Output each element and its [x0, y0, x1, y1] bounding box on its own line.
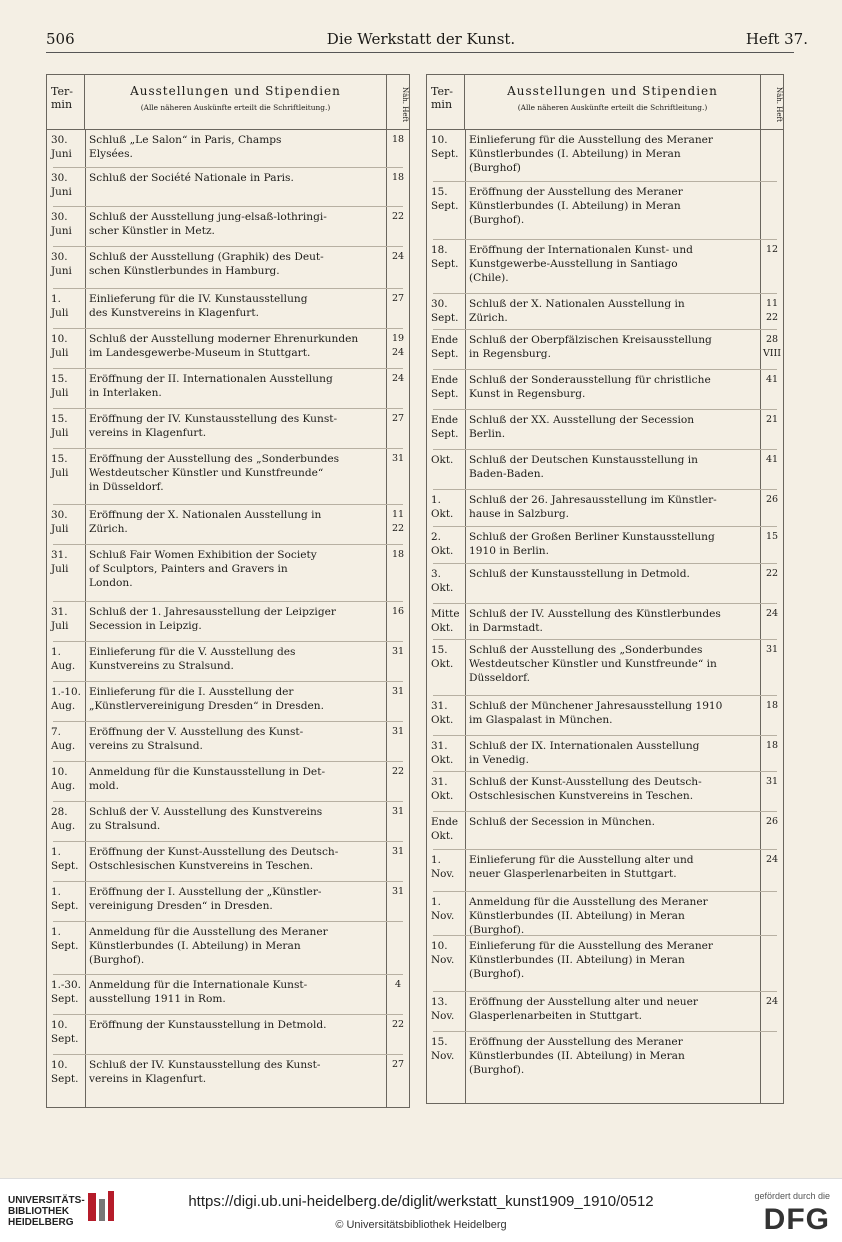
table-row	[427, 607, 783, 635]
entry-reference: 31	[391, 686, 405, 697]
entry-date: Ende Sept.	[431, 334, 459, 360]
entry-reference: 22	[765, 568, 779, 579]
table-row	[47, 372, 409, 400]
entry-date: Mitte Okt.	[431, 608, 460, 634]
entry-date: 10. Juli	[51, 333, 69, 359]
entry-date: 1. Aug.	[51, 646, 76, 672]
entry-date: 13. Nov.	[431, 996, 455, 1022]
row-separator	[53, 288, 403, 289]
running-title: Die Werkstatt der Kunst.	[326, 30, 516, 48]
entry-reference: 19 24	[391, 333, 405, 358]
entry-date: 31. Juli	[51, 606, 69, 632]
table-row	[427, 530, 783, 558]
left-column-table	[46, 74, 410, 1108]
table-row	[47, 1058, 409, 1086]
entry-text: Anmeldung für die Internationale Kunst- ausstellung 1911 in Rom.	[89, 979, 308, 1005]
entry-text: Schluß der Société Nationale in Paris.	[89, 172, 294, 184]
entry-date: Ende Okt.	[431, 816, 459, 842]
entry-date: 15. Okt.	[431, 644, 454, 670]
entry-text: Eröffnung der Ausstellung des „Sonderbundes Westdeutscher Künstler und Kunstfreunde“ in Düsseldorf.	[89, 453, 340, 493]
entry-text: Eröffnung der V. Ausstellung des Kunst- vereins zu Stralsund.	[89, 726, 304, 752]
table-row	[47, 210, 409, 238]
entry-text: Schluß der 26. Jahresausstellung im Künstler- hause in Salzburg.	[469, 494, 717, 520]
entry-date: 1. Nov.	[431, 854, 455, 880]
reference-column-header: Näh. Heft	[775, 86, 783, 122]
row-separator	[53, 721, 403, 722]
entry-reference: 22	[391, 1019, 405, 1030]
row-separator	[53, 544, 403, 545]
entry-reference	[387, 925, 409, 967]
entry-date: 10. Sept.	[51, 1059, 79, 1085]
entry-date: 15. Juli	[51, 413, 69, 439]
copyright-text: © Universitätsbibliothek Heidelberg	[335, 1219, 507, 1231]
table-row	[47, 725, 409, 753]
entry-text: Schluß der Ausstellung (Graphik) des Deut- schen Künstlerbundes in Hamburg.	[89, 251, 324, 277]
entry-text: Schluß „Le Salon“ in Paris, Champs Elysées.	[89, 134, 282, 160]
header-rule	[46, 52, 794, 53]
entry-reference: 41	[765, 454, 779, 465]
entry-text: Anmeldung für die Ausstellung des Meraner Künstlerbundes (II. Abteilung) in Meran (Burghof).	[469, 896, 708, 936]
row-separator	[53, 681, 403, 682]
row-separator	[53, 841, 403, 842]
entry-reference: 16	[391, 606, 405, 617]
entry-date: Ende Sept.	[431, 374, 459, 400]
table-row	[47, 292, 409, 320]
row-separator	[53, 206, 403, 207]
row-separator	[53, 1054, 403, 1055]
entry-text: Eröffnung der II. Internationalen Ausstellung in Interlaken.	[89, 373, 333, 399]
entry-text: Schluß der Ausstellung moderner Ehrenurkunden im Landesgewerbe-Museum in Stuttgart.	[89, 333, 359, 359]
entry-reference: 22	[391, 211, 405, 222]
table-subtitle: (Alle näheren Auskünfte erteilt die Schriftleitung.)	[140, 103, 331, 112]
row-separator	[53, 601, 403, 602]
entry-reference: 22	[391, 766, 405, 777]
entry-date: 1.-30. Sept.	[51, 979, 81, 1005]
entry-reference: 12	[765, 244, 779, 255]
entry-text: Eröffnung der Ausstellung alter und neuer Glasperlenarbeiten in Stuttgart.	[469, 996, 698, 1022]
row-separator	[53, 921, 403, 922]
library-logo-text: UNIVERSITÄTS- BIBLIOTHEK HEIDELBERG	[8, 1195, 85, 1228]
row-separator	[53, 246, 403, 247]
entry-date: 30. Juni	[51, 251, 72, 277]
entry-text: Schluß der Großen Berliner Kunstausstellung 1910 in Berlin.	[469, 531, 715, 557]
entry-reference: 26	[765, 816, 779, 827]
table-row	[427, 939, 783, 981]
entry-reference: 21	[765, 414, 779, 425]
date-column-header: Ter- min	[427, 75, 465, 129]
table-row	[47, 805, 409, 833]
row-separator	[433, 489, 777, 490]
entry-reference: 18	[765, 700, 779, 711]
entry-date: 31. Juli	[51, 549, 69, 575]
entry-text: Anmeldung für die Kunstausstellung in Det- mold.	[89, 766, 326, 792]
row-separator	[433, 181, 777, 182]
row-separator	[53, 881, 403, 882]
row-separator	[433, 771, 777, 772]
table-row	[47, 548, 409, 590]
row-separator	[433, 639, 777, 640]
entry-text: Schluß der Münchener Jahresausstellung 1910 im Glaspalast in München.	[469, 700, 723, 726]
entry-reference	[761, 895, 783, 937]
entry-text: Eröffnung der Ausstellung des Meraner Künstlerbundes (I. Abteilung) in Meran (Burghof).	[469, 186, 683, 226]
entry-reference: 18	[391, 172, 405, 183]
row-separator	[53, 504, 403, 505]
row-separator	[53, 167, 403, 168]
entry-date: 30. Sept.	[431, 298, 459, 324]
table-row	[427, 373, 783, 401]
entry-reference: 41	[765, 374, 779, 385]
entry-text: Eröffnung der IV. Kunstausstellung des Kunst- vereins in Klagenfurt.	[89, 413, 338, 439]
entry-reference: 27	[391, 1059, 405, 1070]
entry-date: 30. Juni	[51, 211, 72, 237]
table-row	[427, 775, 783, 803]
footer-bar	[0, 1178, 842, 1242]
entry-reference: 24	[765, 996, 779, 1007]
funding-label: gefördert durch die	[754, 1191, 830, 1201]
table-row	[427, 853, 783, 881]
row-separator	[433, 695, 777, 696]
table-row	[47, 250, 409, 278]
table-row	[427, 185, 783, 227]
table-row	[47, 508, 409, 536]
table-row	[427, 493, 783, 521]
entry-date: 15. Nov.	[431, 1036, 455, 1062]
entry-reference: 4	[394, 979, 402, 990]
entry-date: 7. Aug.	[51, 726, 76, 752]
entry-text: Schluß der Ausstellung des „Sonderbundes Westdeutscher Künstler und Kunstfreunde“ in Düsseldorf.	[469, 644, 717, 684]
entry-date: 1. Sept.	[51, 926, 79, 952]
table-title: Ausstellungen und Stipendien	[507, 84, 718, 98]
entry-reference: 31	[391, 806, 405, 817]
row-separator	[433, 991, 777, 992]
entry-text: Eröffnung der Kunst-Ausstellung des Deutsch- Ostschlesischen Kunstvereins in Teschen.	[89, 846, 339, 872]
entry-text: Schluß der Ausstellung jung-elsaß-lothringi- scher Künstler in Metz.	[89, 211, 327, 237]
entry-text: Schluß der Kunst-Ausstellung des Deutsch- Ostschlesischen Kunstvereins in Teschen.	[469, 776, 702, 802]
table-row	[47, 685, 409, 713]
entry-date: 1. Juli	[51, 293, 69, 319]
entry-text: Schluß der Deutschen Kunstausstellung in Baden-Baden.	[469, 454, 698, 480]
entry-date: 28. Aug.	[51, 806, 76, 832]
entry-date: 1.-10. Aug.	[51, 686, 81, 712]
entry-text: Eröffnung der X. Nationalen Ausstellung in Zürich.	[89, 509, 322, 535]
entry-text: Einlieferung für die IV. Kunstausstellung des Kunstvereins in Klagenfurt.	[89, 293, 308, 319]
table-row	[47, 452, 409, 494]
row-separator	[433, 735, 777, 736]
row-separator	[53, 641, 403, 642]
row-separator	[53, 448, 403, 449]
entry-text: Eröffnung der Internationalen Kunst- und Kunstgewerbe-Ausstellung in Santiago (Chile).	[469, 244, 693, 284]
entry-reference: 24	[391, 373, 405, 384]
entry-text: Einlieferung für die I. Ausstellung der „Künstlervereinigung Dresden“ in Dresden.	[89, 686, 324, 712]
entry-date: Ende Sept.	[431, 414, 459, 440]
table-row	[427, 643, 783, 685]
table-row	[427, 995, 783, 1023]
entry-date: 30. Juni	[51, 134, 72, 160]
entry-reference: 11 22	[391, 509, 405, 534]
entry-reference: 28 VIII	[762, 334, 782, 359]
row-separator	[433, 1031, 777, 1032]
entry-reference: 31	[391, 886, 405, 897]
title-column-header	[85, 75, 387, 129]
row-separator	[53, 408, 403, 409]
table-row	[47, 133, 409, 161]
entry-reference	[761, 1035, 783, 1077]
entry-date: 31. Okt.	[431, 700, 454, 726]
entry-reference: 26	[765, 494, 779, 505]
table-title: Ausstellungen und Stipendien	[130, 84, 341, 98]
date-column-header: Ter- min	[47, 75, 85, 129]
entry-date: 3. Okt.	[431, 568, 454, 594]
entry-date: 15. Sept.	[431, 186, 459, 212]
entry-reference: 27	[391, 293, 405, 304]
row-separator	[433, 811, 777, 812]
entry-date: 1. Nov.	[431, 896, 455, 922]
entry-text: Eröffnung der Ausstellung des Meraner Künstlerbundes (II. Abteilung) in Meran (Burghof).	[469, 1036, 685, 1076]
entry-reference: 31	[391, 846, 405, 857]
table-row	[47, 412, 409, 440]
entry-date: 1. Sept.	[51, 846, 79, 872]
entry-text: Anmeldung für die Ausstellung des Meraner Künstlerbundes (I. Abteilung) in Meran (Burghof).	[89, 926, 328, 966]
entry-date: 1. Sept.	[51, 886, 79, 912]
entry-text: Schluß der 1. Jahresausstellung der Leipziger Secession in Leipzig.	[89, 606, 336, 632]
row-separator	[53, 801, 403, 802]
row-separator	[53, 974, 403, 975]
table-row	[427, 699, 783, 727]
table-header	[47, 75, 409, 130]
entry-date: 15. Juli	[51, 373, 69, 399]
entry-reference: 31	[765, 776, 779, 787]
entry-date: 30. Juli	[51, 509, 69, 535]
entry-date: Okt.	[431, 454, 454, 466]
table-row	[427, 815, 783, 843]
title-column-header	[465, 75, 761, 129]
row-separator	[433, 563, 777, 564]
entry-date: 2. Okt.	[431, 531, 454, 557]
entry-reference: 18	[391, 549, 405, 560]
entry-date: 30. Juni	[51, 172, 72, 198]
entry-text: Schluß der IV. Kunstausstellung des Kunst- vereins in Klagenfurt.	[89, 1059, 321, 1085]
row-separator	[433, 369, 777, 370]
table-row	[47, 925, 409, 967]
table-row	[47, 171, 409, 199]
issue-number: Heft 37.	[745, 30, 808, 48]
table-row	[427, 739, 783, 767]
row-separator	[433, 849, 777, 850]
row-separator	[433, 449, 777, 450]
table-row	[427, 297, 783, 325]
entry-date: 10. Sept.	[431, 134, 459, 160]
table-row	[427, 413, 783, 441]
table-row	[427, 133, 783, 175]
table-row	[427, 333, 783, 361]
table-row	[427, 1035, 783, 1077]
row-separator	[433, 603, 777, 604]
entry-reference: 24	[391, 251, 405, 262]
entry-reference: 31	[765, 644, 779, 655]
table-header	[427, 75, 783, 130]
table-row	[47, 332, 409, 360]
entry-text: Schluß der IV. Ausstellung des Künstlerbundes in Darmstadt.	[469, 608, 721, 634]
entry-text: Einlieferung für die Ausstellung des Meraner Künstlerbundes (I. Abteilung) in Meran (Burghof)	[469, 134, 713, 174]
entry-date: 10. Nov.	[431, 940, 455, 966]
table-subtitle: (Alle näheren Auskünfte erteilt die Schriftleitung.)	[517, 103, 708, 112]
table-row	[47, 978, 409, 1006]
entry-date: 18. Sept.	[431, 244, 459, 270]
entry-reference	[761, 185, 783, 227]
entry-reference: 31	[391, 453, 405, 464]
table-row	[47, 885, 409, 913]
entry-reference: 18	[391, 134, 405, 145]
entry-text: Schluß der Secession in München.	[469, 816, 655, 828]
page-number: 506	[46, 30, 75, 48]
row-separator	[433, 409, 777, 410]
row-separator	[53, 328, 403, 329]
entry-reference: 18	[765, 740, 779, 751]
entry-text: Schluß der Kunstausstellung in Detmold.	[469, 568, 690, 580]
entry-reference: 15	[765, 531, 779, 542]
table-row	[47, 645, 409, 673]
row-separator	[433, 329, 777, 330]
permalink-link[interactable]: https://digi.ub.uni-heidelberg.de/diglit/werkstatt_kunst1909_1910/0512	[188, 1193, 654, 1210]
table-row	[47, 765, 409, 793]
row-separator	[433, 935, 777, 936]
table-row	[47, 605, 409, 633]
entry-reference: 31	[391, 726, 405, 737]
table-row	[427, 895, 783, 937]
row-separator	[433, 526, 777, 527]
entry-text: Einlieferung für die Ausstellung des Meraner Künstlerbundes (II. Abteilung) in Meran (Burghof).	[469, 940, 713, 980]
table-row	[427, 243, 783, 285]
reference-column-header: Näh. Heft	[401, 86, 409, 122]
right-column-table	[426, 74, 784, 1104]
entry-reference	[761, 133, 783, 175]
row-separator	[433, 239, 777, 240]
entry-text: Eröffnung der Kunstausstellung in Detmold.	[89, 1019, 327, 1031]
entry-text: Einlieferung für die Ausstellung alter und neuer Glasperlenarbeiten in Stuttgart.	[469, 854, 694, 880]
dfg-logo: DFG	[763, 1203, 830, 1236]
row-separator	[53, 368, 403, 369]
entry-date: 31. Okt.	[431, 740, 454, 766]
entry-date: 31. Okt.	[431, 776, 454, 802]
entry-text: Eröffnung der I. Ausstellung der „Künstler- vereinigung Dresden“ in Dresden.	[89, 886, 322, 912]
entry-text: Schluß der IX. Internationalen Ausstellung in Venedig.	[469, 740, 700, 766]
entry-text: Einlieferung für die V. Ausstellung des Kunstvereins zu Stralsund.	[89, 646, 296, 672]
table-row	[47, 845, 409, 873]
table-row	[427, 453, 783, 481]
entry-reference: 11 22	[765, 298, 779, 323]
entry-reference: 27	[391, 413, 405, 424]
entry-text: Schluß der Oberpfälzischen Kreisausstellung in Regensburg.	[469, 334, 712, 360]
entry-date: 1. Okt.	[431, 494, 454, 520]
entry-reference	[761, 939, 783, 981]
entry-reference: 31	[391, 646, 405, 657]
row-separator	[53, 1014, 403, 1015]
entry-text: Schluß der Sonderausstellung für christliche Kunst in Regensburg.	[469, 374, 711, 400]
row-separator	[433, 293, 777, 294]
entry-date: 10. Sept.	[51, 1019, 79, 1045]
entry-reference: 24	[765, 608, 779, 619]
table-row	[427, 567, 783, 595]
row-separator	[53, 761, 403, 762]
entry-text: Schluß der X. Nationalen Ausstellung in Zürich.	[469, 298, 685, 324]
row-separator	[433, 891, 777, 892]
entry-text: Schluß der XX. Ausstellung der Secession Berlin.	[469, 414, 695, 440]
table-row	[47, 1018, 409, 1046]
entry-text: Schluß der V. Ausstellung des Kunstvereins zu Stralsund.	[89, 806, 323, 832]
entry-date: 10. Aug.	[51, 766, 76, 792]
entry-text: Schluß Fair Women Exhibition der Society of Sculptors, Painters and Gravers in London.	[89, 549, 317, 589]
entry-reference: 24	[765, 854, 779, 865]
entry-date: 15. Juli	[51, 453, 69, 479]
